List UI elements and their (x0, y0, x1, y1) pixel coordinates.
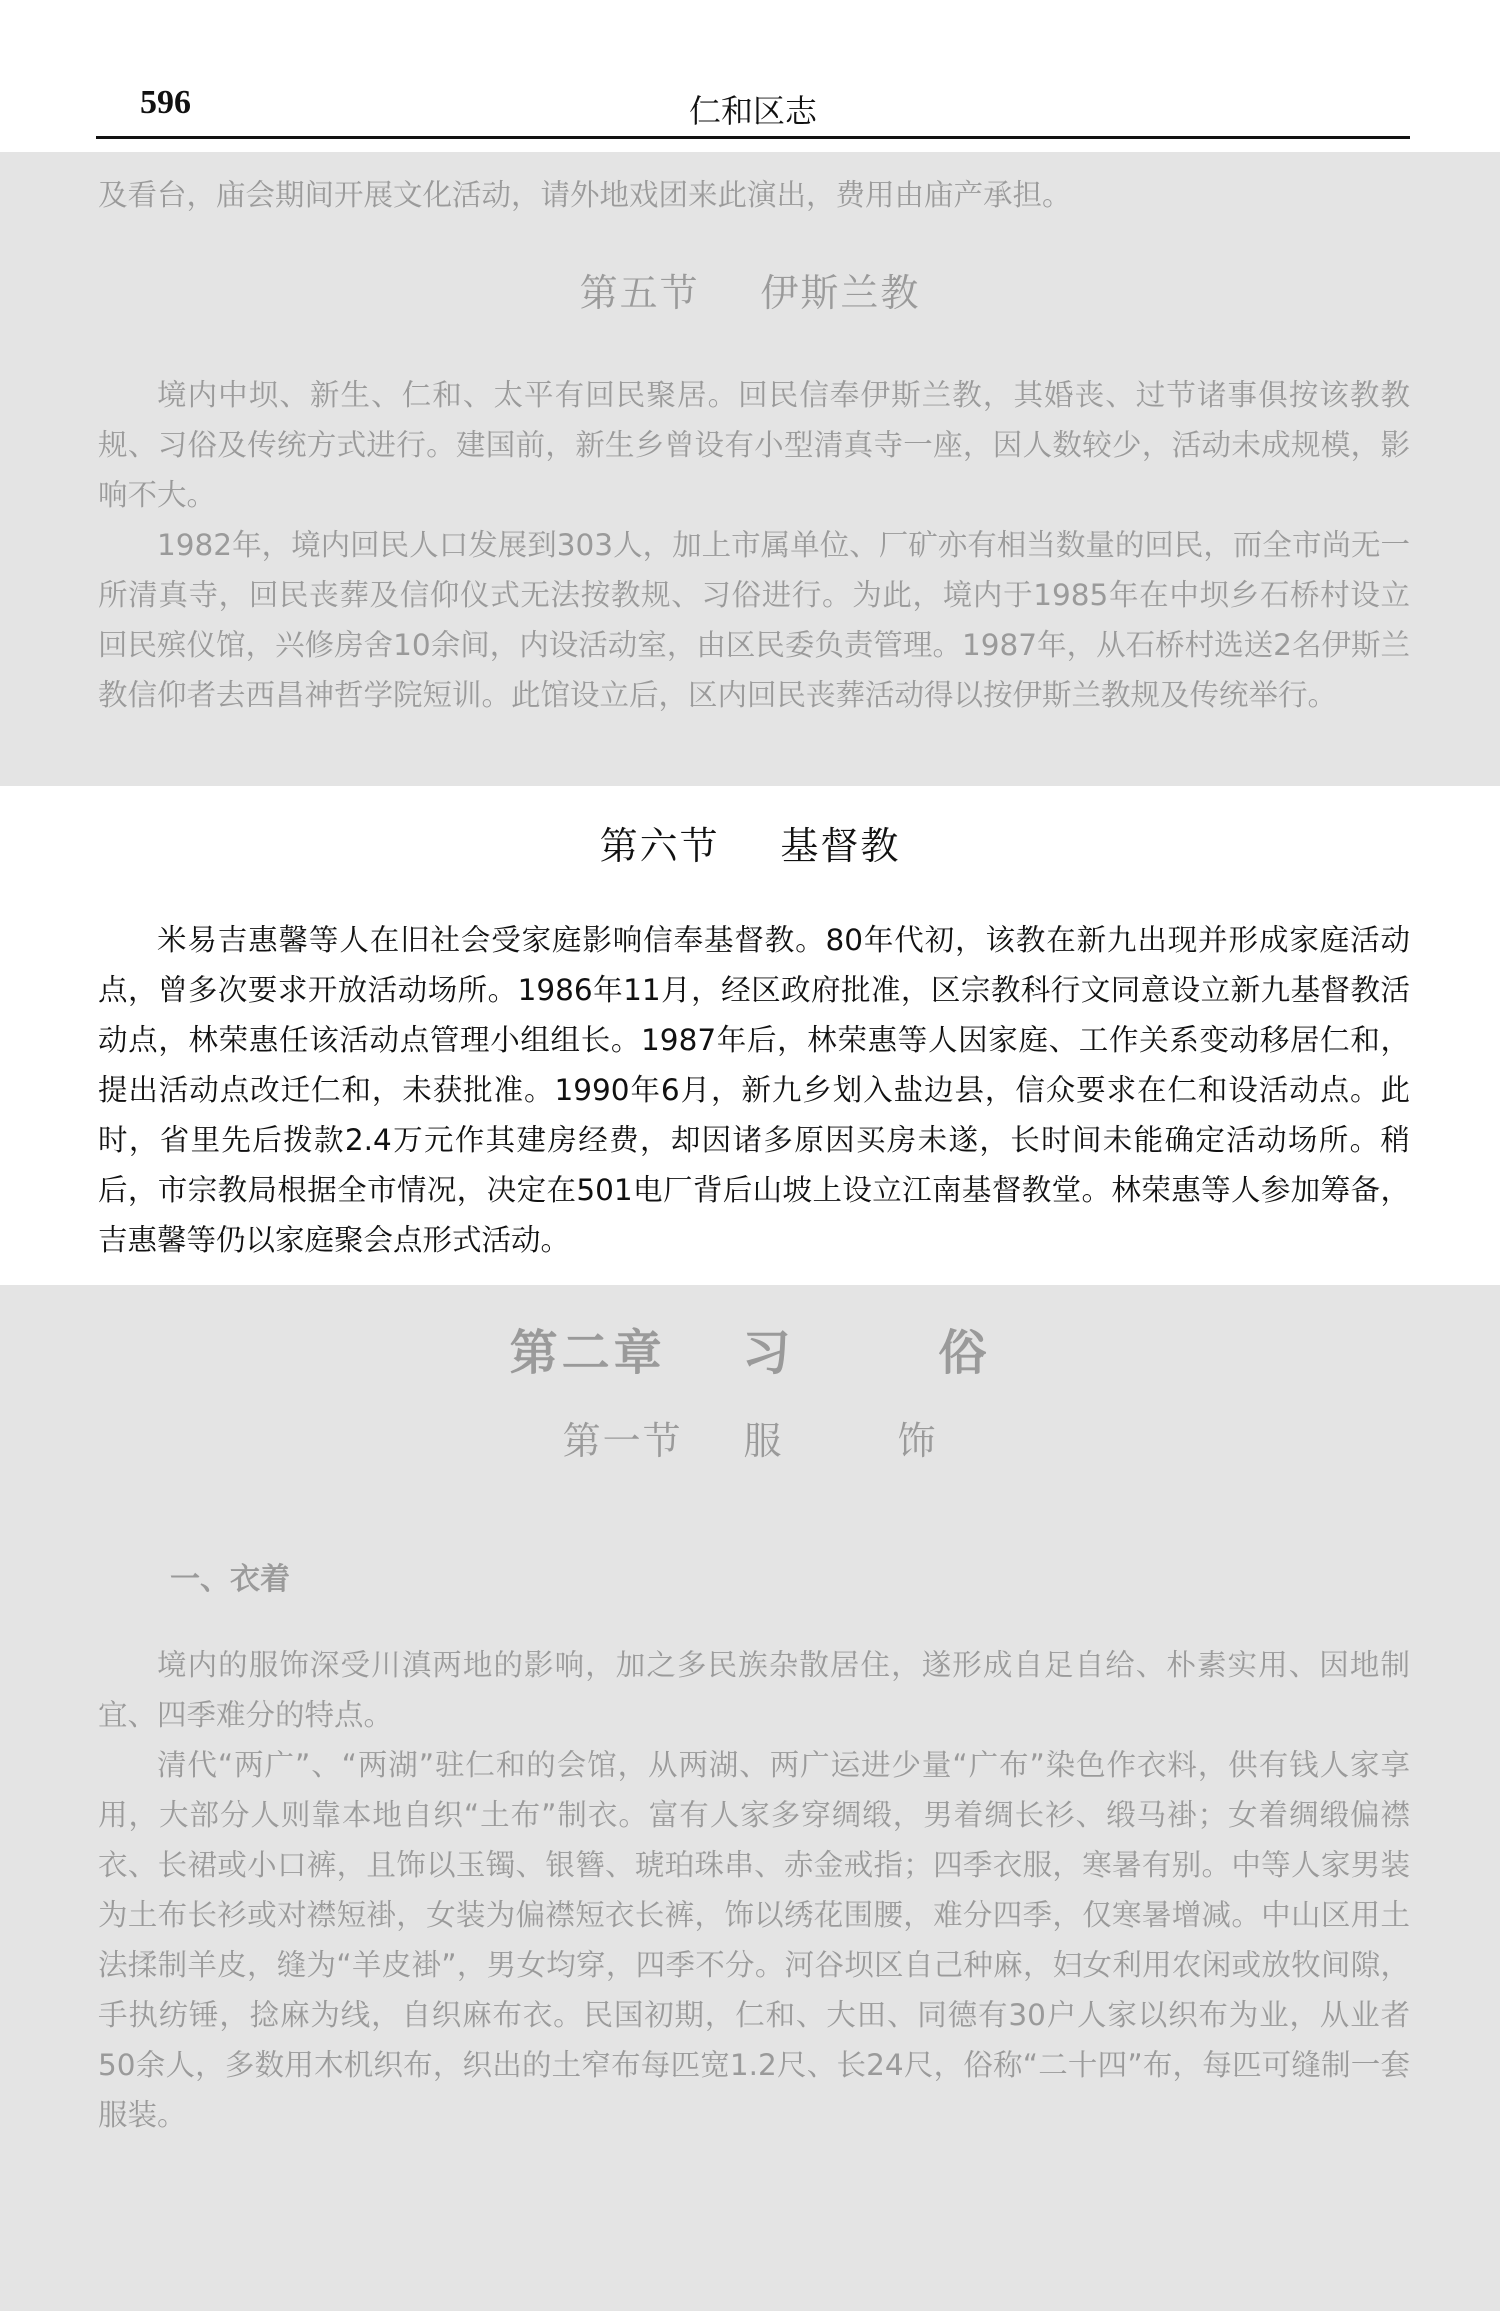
islam-paragraph-1: 境内中坝、新生、仁和、太平有回民聚居。回民信奉伊斯兰教，其婚丧、过节诸事俱按该教教规、习俗及传统方式进行。建国前，新生乡曾设有小型清真寺一座，因人数较少，活动未成规模，影响不大。 (98, 378, 1410, 512)
section-1-heading (0, 1410, 1500, 1465)
chapter-2-title-char-2: 俗 (938, 1325, 991, 1381)
page-number: 596 (140, 84, 191, 121)
islam-paragraph-2: 1982年，境内回民人口发展到303人，加上市属单位、厂矿亦有相当数量的回民，而全市尚无一所清真寺，回民丧葬及信仰仪式无法按教规、习俗进行。为此，境内于1985年在中坝乡石桥村设立回民殡仪馆，兴修房舍10余间，内设活动室，由区民委负责管理。1987年，从石桥村选送2名伊斯兰教信仰者去西昌神哲学院短训。此馆设立后，区内回民丧葬活动得以按伊斯兰教规及传统举行。 (98, 528, 1410, 712)
clothing-paragraph-1: 境内的服饰深受川滇两地的影响，加之多民族杂散居住，遂形成自足自给、朴素实用、因地制宜、四季难分的特点。 (98, 1648, 1410, 1732)
section-1-title-char-2: 饰 (897, 1419, 938, 1463)
section-6-title: 基督教 (780, 824, 901, 868)
christianity-paragraph: 米易吉惠馨等人在旧社会受家庭影响信奉基督教。80年代初，该教在新九出现并形成家庭活动点，曾多次要求开放活动场所。1986年11月，经区政府批准，区宗教科行文同意设立新九基督教活动点，林荣惠任该活动点管理小组组长。1987年后，林荣惠等人因家庭、工作关系变动移居仁和，提出活动点改迁仁和，未获批准。1990年6月，新九乡划入盐边县，信众要求在仁和设活动点。此时，省里先后拨款2.4万元作其建房经费，却因诸多原因买房未遂，长时间未能确定活动场所。稍后，市宗教局根据全市情况，决定在501电厂背后山坡上设立江南基督教堂。林荣惠等人参加筹备，吉惠馨等仍以家庭聚会点形式活动。 (98, 923, 1410, 1257)
section-5-title: 伊斯兰教 (760, 271, 921, 315)
chapter-2-title-char-1: 习 (742, 1325, 795, 1381)
intro-line: 及看台，庙会期间开展文化活动，请外地戏团来此演出，费用由庙产承担。 (98, 178, 1072, 212)
chapter-2-number: 第二章 (509, 1325, 666, 1381)
header-rule (96, 136, 1410, 139)
section-1-number: 第一节 (562, 1419, 683, 1463)
subheading-clothing: 一、衣着 (170, 1562, 290, 1597)
chapter-2-heading (0, 1314, 1500, 1383)
section-5-number: 第五节 (579, 271, 700, 315)
page-header (96, 80, 1410, 140)
section-5-heading (0, 262, 1500, 317)
clothing-paragraph-2: 清代“两广”、“两湖”驻仁和的会馆，从两湖、两广运进少量“广布”染色作衣料，供有钱人家享用，大部分人则靠本地自织“土布”制衣。富有人家多穿绸缎，男着绸长衫、缎马褂；女着绸缎偏襟衣、长裙或小口裤，且饰以玉镯、银簪、琥珀珠串、赤金戒指；四季衣服，寒暑有别。中等人家男装为土布长衫或对襟短褂，女装为偏襟短衣长裤，饰以绣花围腰，难分四季，仅寒暑增减。中山区用土法揉制羊皮，缝为“羊皮褂”，男女均穿，四季不分。河谷坝区自己种麻，妇女利用农闲或放牧间隙，手执纺锤，捻麻为线，自织麻布衣。民国初期，仁和、大田、同德有30户人家以织布为业，从业者50余人，多数用木机织布，织出的土窄布每匹宽1.2尺、长24尺，俗称“二十四”布，每匹可缝制一套服装。 (98, 1748, 1410, 2132)
section-6-heading (0, 815, 1500, 870)
section-1-title-char-1: 服 (743, 1419, 784, 1463)
section-6-number: 第六节 (599, 824, 720, 868)
running-title: 仁和区志 (688, 92, 817, 130)
